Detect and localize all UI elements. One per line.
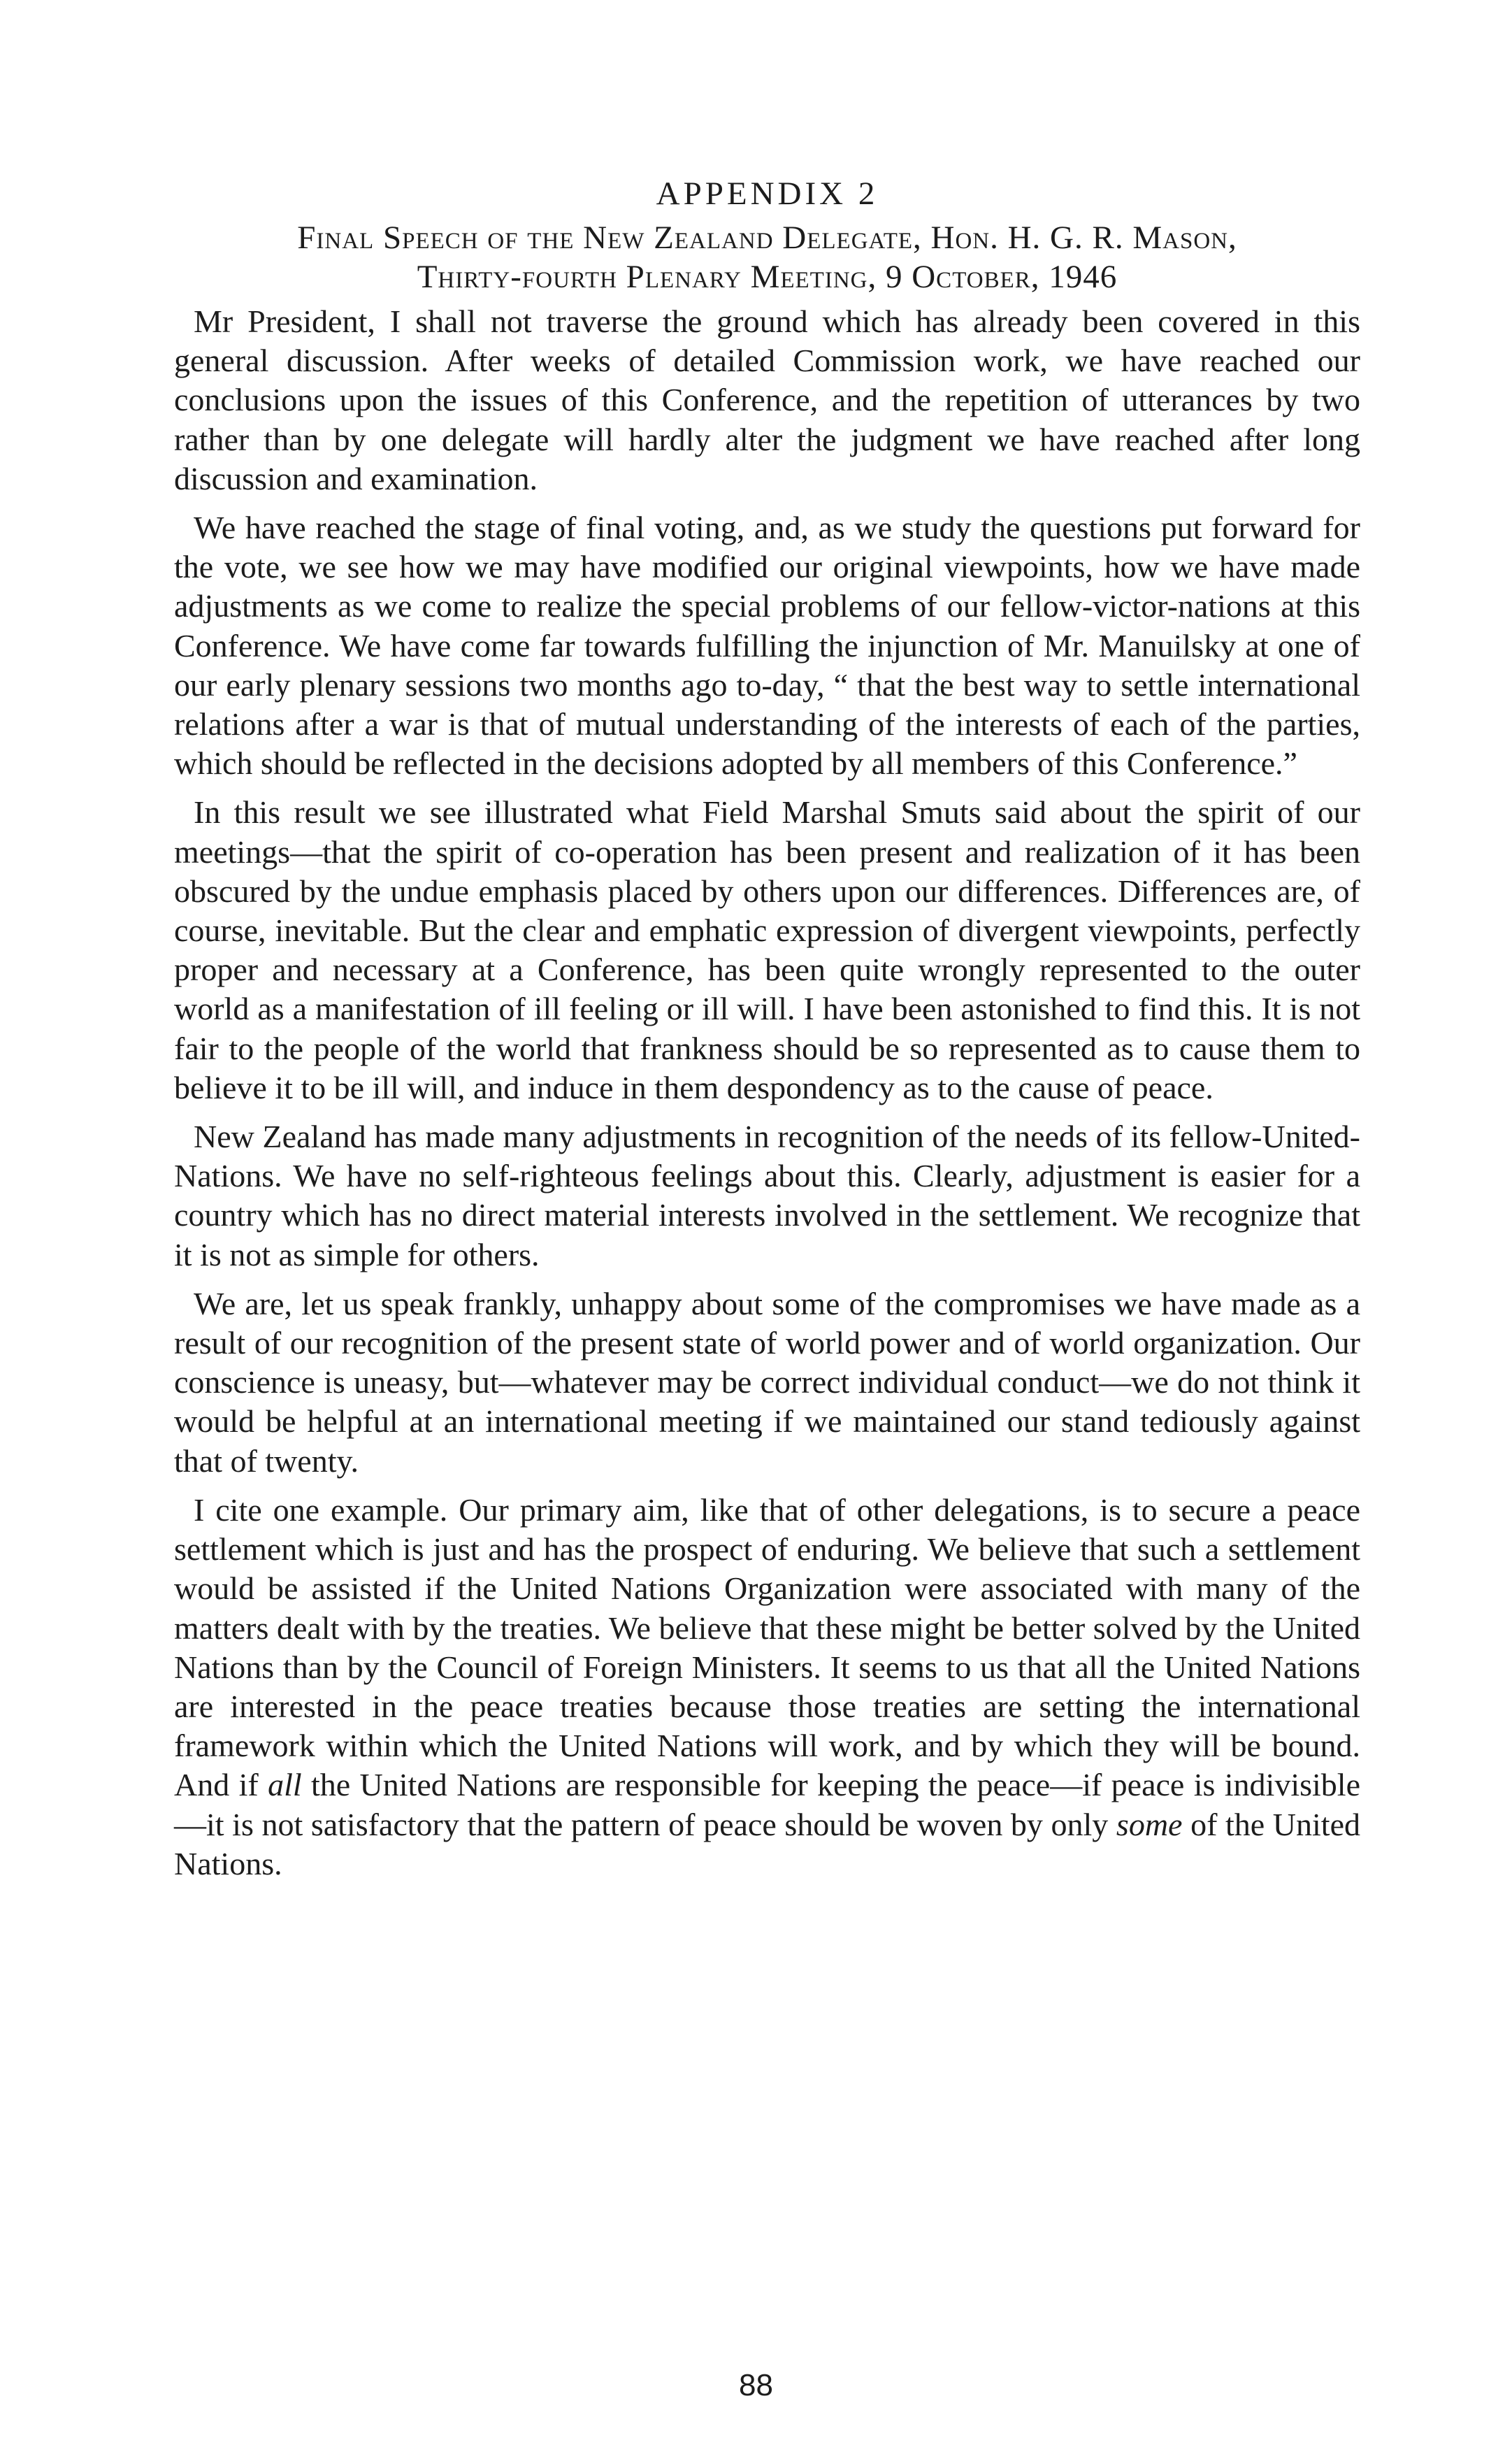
paragraph: In this result we see illustrated what Field Marshal Smuts said about the spirit of our meetings—that the spirit of co-operation has been present and realization of it has been obscured by the undue emphasis placed by others upon our differences. Differences are, of course, inevitable. But the clear and emphatic expression of divergent viewpoints, perfectly proper and necessary at a Conference, has been quite wrongly represented to the outer world as a manifestation of ill feeling or ill will. I have been astonished to find this. It is not fair to the people of the world that frankness should be so represented as to cause them to believe it to be ill will, and induce in them despondency as to the cause of peace.: [174, 794, 1360, 1105]
emphasis-some: some: [1116, 1806, 1183, 1842]
emphasis-all: all: [268, 1767, 302, 1803]
subtitle-line-1: Final Speech of the New Zealand Delegate, Hon. H. G. R. Mason,: [297, 220, 1237, 256]
paragraph: [174, 1491, 1360, 1884]
paragraph: We have reached the stage of final voting, and, as we study the questions put forward for the vote, we see how we may have modified our original viewpoints, how we have made adjustments as we come to realize the special problems of our fellow-victor-nations at this Conference. We have come far towards fulfilling the injunction of Mr. Manuilsky at one of our early plenary sessions two months ago to-day, “ that the best way to settle international relations after a war is that of mutual understanding of the interests of each of the parties, which should be reflected in the decisions adopted by all members of this Conference.”: [174, 510, 1360, 782]
appendix-heading: APPENDIX 2: [656, 175, 879, 212]
subtitle-line-2: Thirty-fourth Plenary Meeting, 9 October, 1946: [417, 259, 1118, 295]
paragraph-text: of the United Nations.: [174, 1806, 1360, 1881]
document-page: [174, 173, 1360, 1893]
paragraph-text: I cite one example. Our primary aim, like that of other delegations, is to secure a peace settlement which is just and has the prospect of enduring. We believe that such a settlement would be assisted if the United Nations Organization were associated with many of the matters dealt with by the treaties. We believe that these might be better solved by the United Nations than by the Council of Foreign Ministers. It seems to us that all the United Nations are interested in the peace treaties because those treaties are setting the international framework within which the United Nations will work, and by which they will be bound. And if: [174, 1491, 1360, 1803]
paragraph-text: the United Nations are responsible for keeping the peace—if peace is indivisible—it is not satisfactory that the pattern of peace should be woven by only: [174, 1767, 1360, 1842]
paragraph: Mr President, I shall not traverse the ground which has already been covered in this general discussion. After weeks of detailed Commission work, we have reached our conclusions upon the issues of this Conference, and the repetition of utterances by two rather than by one delegate will hardly alter the judgment we have reached after long discussion and examination.: [174, 303, 1360, 496]
page-number: 88: [739, 2368, 773, 2402]
speech-subtitle: [174, 218, 1360, 296]
paragraph: We are, let us speak frankly, unhappy about some of the compromises we have made as a result of our recognition of the present state of world power and of world organization. Our conscience is uneasy, but—whatever may be correct individual conduct—we do not think it would be helpful at an international meeting if we maintained our stand tediously against that of twenty.: [174, 1285, 1360, 1479]
paragraph: New Zealand has made many adjustments in recognition of the needs of its fellow-United-Nations. We have no self-righteous feelings about this. Clearly, adjustment is easier for a country which has no direct material interests involved in the settlement. We recognize that it is not as simple for others.: [174, 1119, 1360, 1272]
speech-body: [174, 302, 1360, 1884]
